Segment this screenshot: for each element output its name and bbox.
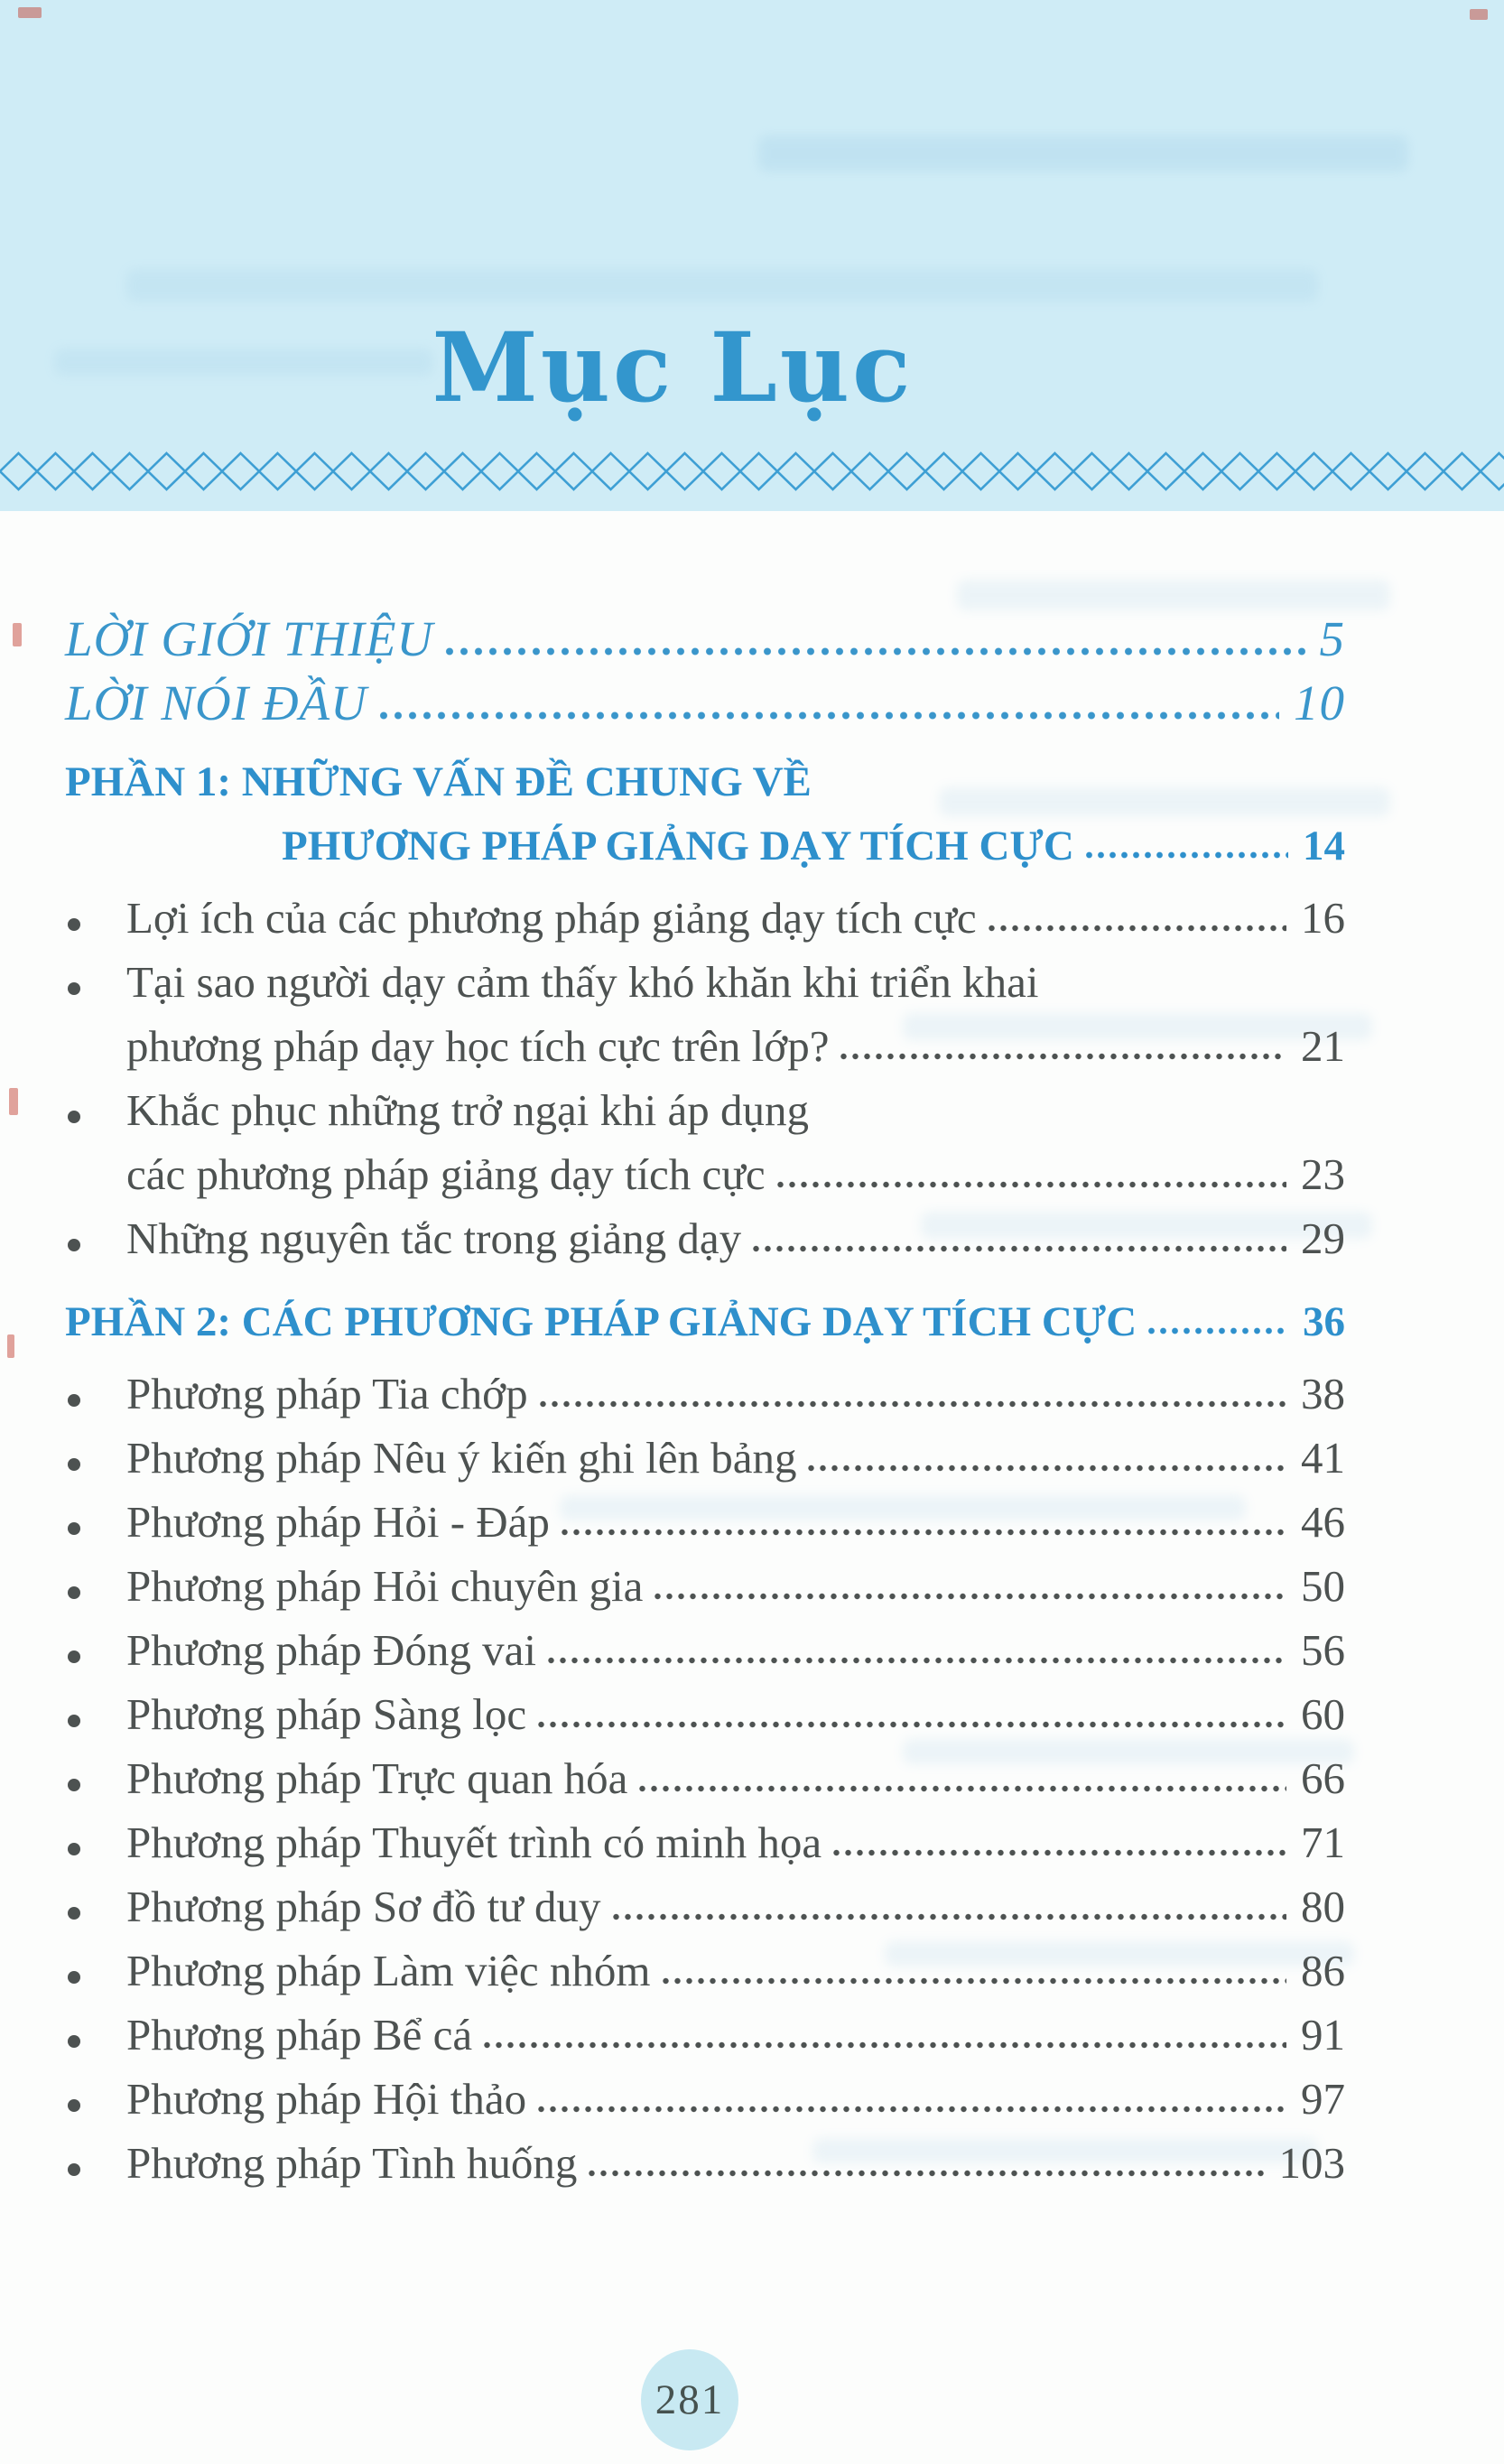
dot-leader — [831, 1811, 1286, 1868]
dot-leader — [750, 1207, 1286, 1264]
diamond-chain-divider — [0, 450, 1504, 493]
bleed-through-smudge — [126, 269, 1318, 302]
toc-entry-page: 80 — [1301, 1882, 1345, 1931]
header-band — [0, 0, 1504, 511]
bullet-icon — [68, 1650, 80, 1663]
scan-artifact — [9, 1088, 18, 1115]
toc-entry — [65, 1747, 1345, 1811]
bullet-icon — [68, 1779, 80, 1791]
bullet-icon — [68, 1458, 80, 1471]
toc-entry-page: 71 — [1301, 1818, 1345, 1867]
toc-entry — [65, 887, 1345, 951]
bullet-icon — [68, 1971, 80, 1984]
toc-entry-page: 14 — [1303, 823, 1345, 869]
toc-entry-label: Phương pháp Tình huống — [126, 2138, 578, 2188]
table-of-contents — [65, 610, 1345, 2196]
toc-entry — [65, 1491, 1345, 1555]
toc-entry-label: PHẦN 2: CÁC PHƯƠNG PHÁP GIẢNG DẠY TÍCH CỰC — [65, 1298, 1137, 1345]
folio-number: 281 — [655, 2376, 725, 2423]
dot-leader — [376, 674, 1279, 731]
dot-leader — [442, 610, 1304, 667]
dot-leader — [535, 1683, 1286, 1740]
toc-part1-heading-line1 — [65, 749, 1345, 814]
toc-entry-label: Phương pháp Tia chớp — [126, 1369, 528, 1418]
folio-badge — [641, 2349, 738, 2450]
bullet-icon — [68, 1715, 80, 1727]
toc-entry-label: Phương pháp Hỏi - Đáp — [126, 1497, 550, 1547]
dot-leader — [1146, 1289, 1288, 1346]
bullet-icon — [68, 1907, 80, 1920]
toc-entry-label: phương pháp dạy học tích cực trên lớp? — [126, 1021, 830, 1071]
toc-entry — [65, 1207, 1345, 1271]
dot-leader — [660, 1939, 1287, 1996]
toc-entry-label: PHẦN 1: NHỮNG VẤN ĐỀ CHUNG VỀ — [65, 758, 812, 805]
toc-part1-heading-line2 — [65, 814, 1345, 878]
toc-entry-page: 41 — [1301, 1433, 1345, 1483]
toc-entry-label: Tại sao người dạy cảm thấy khó khăn khi triển khai — [126, 957, 1039, 1007]
toc-entry-label: Phương pháp Trực quan hóa — [126, 1753, 628, 1803]
toc-entry-label: Phương pháp Sơ đồ tư duy — [126, 1882, 601, 1931]
toc-entry-label: Khắc phục những trở ngại khi áp dụng — [126, 1085, 810, 1135]
toc-entry-label: Phương pháp Đóng vai — [126, 1625, 536, 1675]
bullet-icon — [68, 2163, 80, 2176]
dot-leader — [652, 1555, 1286, 1612]
dot-leader — [986, 887, 1286, 944]
dot-leader — [1083, 814, 1288, 870]
toc-entry-page: 60 — [1301, 1689, 1345, 1739]
toc-entry-label: Phương pháp Bể cá — [126, 2010, 473, 2060]
bleed-through-smudge — [957, 580, 1390, 610]
bullet-icon — [68, 1843, 80, 1855]
toc-entry-page: 46 — [1301, 1497, 1345, 1547]
toc-entry — [65, 1362, 1345, 1427]
bullet-icon — [68, 1394, 80, 1407]
dot-leader — [481, 2004, 1286, 2060]
toc-entry-label: các phương pháp giảng dạy tích cực — [126, 1149, 766, 1199]
bullet-icon — [68, 918, 80, 931]
dot-leader — [545, 1619, 1286, 1676]
toc-entry-page: 10 — [1294, 675, 1345, 730]
toc-entry-page: 29 — [1301, 1213, 1345, 1263]
dot-leader — [610, 1875, 1286, 1932]
toc-part2-heading — [65, 1289, 1345, 1353]
toc-entry-page: 23 — [1301, 1149, 1345, 1199]
toc-entry-page: 36 — [1303, 1298, 1345, 1345]
bullet-icon — [68, 1111, 80, 1123]
toc-entry-page: 50 — [1301, 1561, 1345, 1611]
toc-entry-label: Phương pháp Làm việc nhóm — [126, 1946, 651, 1995]
toc-entry-label: Lợi ích của các phương pháp giảng dạy tích cực — [126, 893, 977, 943]
bullet-icon — [68, 1522, 80, 1535]
toc-entry-page: 97 — [1301, 2074, 1345, 2124]
bleed-through-smudge — [758, 135, 1408, 172]
toc-entry — [65, 1555, 1345, 1619]
toc-entry-label: PHƯƠNG PHÁP GIẢNG DẠY TÍCH CỰC — [282, 823, 1074, 869]
bullet-icon — [68, 2035, 80, 2048]
toc-entry-label: Phương pháp Nêu ý kiến ghi lên bảng — [126, 1433, 797, 1483]
dot-leader — [775, 1143, 1286, 1200]
dot-leader — [535, 2068, 1286, 2125]
toc-entry-page: 103 — [1278, 2138, 1345, 2188]
toc-entry-label: Phương pháp Sàng lọc — [126, 1689, 527, 1739]
toc-entry — [65, 1811, 1345, 1875]
scan-artifact — [1470, 9, 1488, 20]
toc-entry-label: Phương pháp Thuyết trình có minh họa — [126, 1818, 822, 1867]
toc-entry-label: Phương pháp Hỏi chuyên gia — [126, 1561, 644, 1611]
toc-entry — [65, 1683, 1345, 1747]
toc-entry-page: 38 — [1301, 1369, 1345, 1418]
dot-leader — [586, 2132, 1264, 2189]
bullet-icon — [68, 2099, 80, 2112]
toc-entry — [65, 1875, 1345, 1939]
toc-entry-continuation — [65, 1143, 1345, 1207]
toc-entry-page: 66 — [1301, 1753, 1345, 1803]
toc-entry-page: 86 — [1301, 1946, 1345, 1995]
toc-entry-page: 5 — [1319, 611, 1345, 666]
toc-entry — [65, 1079, 1345, 1143]
scan-artifact — [7, 1334, 14, 1358]
toc-entry — [65, 674, 1345, 739]
toc-entry-continuation — [65, 1015, 1345, 1079]
toc-entry-page: 16 — [1301, 893, 1345, 943]
dot-leader — [838, 1015, 1286, 1072]
dot-leader — [805, 1427, 1286, 1483]
toc-entry-label: LỜI GIỚI THIỆU — [65, 611, 434, 666]
toc-entry — [65, 2004, 1345, 2068]
dot-leader — [636, 1747, 1286, 1804]
toc-entry-page: 56 — [1301, 1625, 1345, 1675]
bullet-icon — [68, 1239, 80, 1251]
scan-artifact — [18, 7, 42, 18]
dot-leader — [559, 1491, 1286, 1548]
toc-entry — [65, 2132, 1345, 2196]
toc-entry — [65, 951, 1345, 1015]
scan-artifact — [13, 623, 22, 646]
toc-entry-label: Phương pháp Hội thảo — [126, 2074, 527, 2124]
toc-entry-page: 91 — [1301, 2010, 1345, 2060]
toc-entry-label: Những nguyên tắc trong giảng dạy — [126, 1213, 742, 1263]
dot-leader — [537, 1362, 1286, 1419]
page-title: Mục Lục — [432, 311, 914, 423]
toc-entry — [65, 2068, 1345, 2132]
toc-entry — [65, 1939, 1345, 2004]
bullet-icon — [68, 1586, 80, 1599]
toc-entry-label: LỜI NÓI ĐẦU — [65, 675, 367, 730]
toc-entry — [65, 610, 1345, 674]
toc-entry — [65, 1427, 1345, 1491]
toc-entry-page: 21 — [1301, 1021, 1345, 1071]
bullet-icon — [68, 982, 80, 995]
toc-entry — [65, 1619, 1345, 1683]
